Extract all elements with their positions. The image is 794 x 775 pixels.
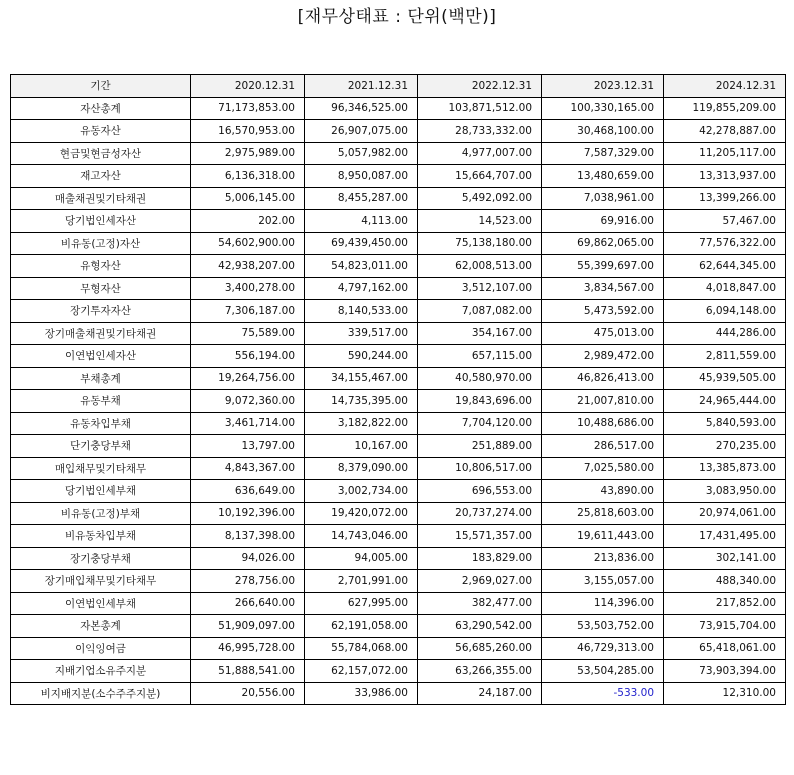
value-cell: 13,313,937.00 — [664, 165, 786, 188]
value-cell: 5,057,982.00 — [305, 142, 418, 165]
value-cell: 45,939,505.00 — [664, 367, 786, 390]
value-cell: 51,888,541.00 — [191, 660, 305, 683]
value-cell: 213,836.00 — [542, 547, 664, 570]
value-cell: 19,420,072.00 — [305, 502, 418, 525]
value-cell: 26,907,075.00 — [305, 120, 418, 143]
value-cell: 42,938,207.00 — [191, 255, 305, 278]
table-row — [11, 300, 786, 323]
value-cell: 657,115.00 — [418, 345, 542, 368]
year-header: 2023.12.31 — [542, 75, 664, 98]
table-row — [11, 457, 786, 480]
value-cell: 63,266,355.00 — [418, 660, 542, 683]
value-cell: 7,087,082.00 — [418, 300, 542, 323]
value-cell: 34,155,467.00 — [305, 367, 418, 390]
value-cell: 73,915,704.00 — [664, 615, 786, 638]
value-cell: 53,504,285.00 — [542, 660, 664, 683]
value-cell: 46,729,313.00 — [542, 637, 664, 660]
row-label: 지배기업소유주지분 — [11, 660, 191, 683]
value-cell: 354,167.00 — [418, 322, 542, 345]
table-row — [11, 615, 786, 638]
value-cell: 10,806,517.00 — [418, 457, 542, 480]
value-cell: 6,136,318.00 — [191, 165, 305, 188]
value-cell: 4,843,367.00 — [191, 457, 305, 480]
table-body — [11, 97, 786, 705]
table-row — [11, 120, 786, 143]
value-cell: 25,818,603.00 — [542, 502, 664, 525]
table-row — [11, 412, 786, 435]
value-cell: 19,264,756.00 — [191, 367, 305, 390]
value-cell: 94,026.00 — [191, 547, 305, 570]
value-cell: 5,840,593.00 — [664, 412, 786, 435]
table-row — [11, 525, 786, 548]
table-row — [11, 547, 786, 570]
value-cell: 55,784,068.00 — [305, 637, 418, 660]
value-cell: 4,977,007.00 — [418, 142, 542, 165]
value-cell: 75,589.00 — [191, 322, 305, 345]
value-cell: 475,013.00 — [542, 322, 664, 345]
value-cell: 13,797.00 — [191, 435, 305, 458]
row-label: 비유동차입부채 — [11, 525, 191, 548]
value-cell: 7,704,120.00 — [418, 412, 542, 435]
value-cell: 119,855,209.00 — [664, 97, 786, 120]
value-cell: 11,205,117.00 — [664, 142, 786, 165]
row-label: 당기법인세부채 — [11, 480, 191, 503]
value-cell: 96,346,525.00 — [305, 97, 418, 120]
value-cell: 636,649.00 — [191, 480, 305, 503]
value-cell: 55,399,697.00 — [542, 255, 664, 278]
row-label: 유동자산 — [11, 120, 191, 143]
table-row — [11, 187, 786, 210]
value-cell: 696,553.00 — [418, 480, 542, 503]
value-cell: 183,829.00 — [418, 547, 542, 570]
table-row — [11, 232, 786, 255]
value-cell: 278,756.00 — [191, 570, 305, 593]
value-cell: 15,664,707.00 — [418, 165, 542, 188]
value-cell: 3,155,057.00 — [542, 570, 664, 593]
value-cell: 10,488,686.00 — [542, 412, 664, 435]
value-cell: 16,570,953.00 — [191, 120, 305, 143]
value-cell: 28,733,332.00 — [418, 120, 542, 143]
year-header: 2020.12.31 — [191, 75, 305, 98]
value-cell: 6,094,148.00 — [664, 300, 786, 323]
value-cell: 13,399,266.00 — [664, 187, 786, 210]
value-cell: 5,473,592.00 — [542, 300, 664, 323]
value-cell: 3,461,714.00 — [191, 412, 305, 435]
table-row — [11, 277, 786, 300]
value-cell: 3,512,107.00 — [418, 277, 542, 300]
table-header-row — [11, 75, 786, 98]
value-cell: 3,083,950.00 — [664, 480, 786, 503]
value-cell: 266,640.00 — [191, 592, 305, 615]
value-cell: 69,439,450.00 — [305, 232, 418, 255]
table-row — [11, 345, 786, 368]
value-cell: 202.00 — [191, 210, 305, 233]
value-cell: 94,005.00 — [305, 547, 418, 570]
year-header: 2021.12.31 — [305, 75, 418, 98]
value-cell: 54,823,011.00 — [305, 255, 418, 278]
value-cell: 556,194.00 — [191, 345, 305, 368]
value-cell: 71,173,853.00 — [191, 97, 305, 120]
value-cell: 20,737,274.00 — [418, 502, 542, 525]
value-cell: 8,455,287.00 — [305, 187, 418, 210]
value-cell: 8,140,533.00 — [305, 300, 418, 323]
row-label: 장기충당부채 — [11, 547, 191, 570]
row-label: 매출채권및기타채권 — [11, 187, 191, 210]
table-row — [11, 390, 786, 413]
value-cell: 77,576,322.00 — [664, 232, 786, 255]
value-cell: 46,826,413.00 — [542, 367, 664, 390]
row-label: 비유동(고정)자산 — [11, 232, 191, 255]
value-cell: 46,995,728.00 — [191, 637, 305, 660]
value-cell: 62,008,513.00 — [418, 255, 542, 278]
value-cell: 2,975,989.00 — [191, 142, 305, 165]
value-cell: 339,517.00 — [305, 322, 418, 345]
value-cell: -533.00 — [542, 682, 664, 705]
row-label: 장기매출채권및기타채권 — [11, 322, 191, 345]
value-cell: 9,072,360.00 — [191, 390, 305, 413]
table-row — [11, 435, 786, 458]
table-row — [11, 97, 786, 120]
year-header: 2022.12.31 — [418, 75, 542, 98]
row-label: 장기매입채무및기타채무 — [11, 570, 191, 593]
value-cell: 286,517.00 — [542, 435, 664, 458]
table-row — [11, 367, 786, 390]
value-cell: 5,006,145.00 — [191, 187, 305, 210]
row-label: 자산총계 — [11, 97, 191, 120]
table-row — [11, 592, 786, 615]
value-cell: 57,467.00 — [664, 210, 786, 233]
value-cell: 7,306,187.00 — [191, 300, 305, 323]
value-cell: 40,580,970.00 — [418, 367, 542, 390]
value-cell: 217,852.00 — [664, 592, 786, 615]
value-cell: 4,018,847.00 — [664, 277, 786, 300]
value-cell: 51,909,097.00 — [191, 615, 305, 638]
row-label: 무형자산 — [11, 277, 191, 300]
value-cell: 8,379,090.00 — [305, 457, 418, 480]
value-cell: 14,523.00 — [418, 210, 542, 233]
value-cell: 444,286.00 — [664, 322, 786, 345]
value-cell: 62,644,345.00 — [664, 255, 786, 278]
value-cell: 270,235.00 — [664, 435, 786, 458]
row-label: 유형자산 — [11, 255, 191, 278]
value-cell: 53,503,752.00 — [542, 615, 664, 638]
row-label: 현금및현금성자산 — [11, 142, 191, 165]
row-label: 재고자산 — [11, 165, 191, 188]
value-cell: 69,916.00 — [542, 210, 664, 233]
value-cell: 24,965,444.00 — [664, 390, 786, 413]
balance-sheet-table — [10, 74, 786, 705]
value-cell: 3,400,278.00 — [191, 277, 305, 300]
value-cell: 63,290,542.00 — [418, 615, 542, 638]
table-row — [11, 322, 786, 345]
value-cell: 5,492,092.00 — [418, 187, 542, 210]
table-row — [11, 660, 786, 683]
value-cell: 8,137,398.00 — [191, 525, 305, 548]
value-cell: 2,989,472.00 — [542, 345, 664, 368]
value-cell: 24,187.00 — [418, 682, 542, 705]
value-cell: 73,903,394.00 — [664, 660, 786, 683]
value-cell: 3,834,567.00 — [542, 277, 664, 300]
value-cell: 69,862,065.00 — [542, 232, 664, 255]
value-cell: 65,418,061.00 — [664, 637, 786, 660]
table-row — [11, 682, 786, 705]
table-row — [11, 210, 786, 233]
value-cell: 43,890.00 — [542, 480, 664, 503]
row-label: 이연법인세부채 — [11, 592, 191, 615]
value-cell: 114,396.00 — [542, 592, 664, 615]
value-cell: 10,167.00 — [305, 435, 418, 458]
row-label: 장기투자자산 — [11, 300, 191, 323]
period-header: 기간 — [11, 75, 191, 98]
row-label: 단기충당부채 — [11, 435, 191, 458]
row-label: 부채총계 — [11, 367, 191, 390]
value-cell: 14,735,395.00 — [305, 390, 418, 413]
row-label: 유동차입부채 — [11, 412, 191, 435]
value-cell: 2,969,027.00 — [418, 570, 542, 593]
value-cell: 20,556.00 — [191, 682, 305, 705]
value-cell: 251,889.00 — [418, 435, 542, 458]
value-cell: 12,310.00 — [664, 682, 786, 705]
value-cell: 30,468,100.00 — [542, 120, 664, 143]
row-label: 비지배지분(소수주주지분) — [11, 682, 191, 705]
table-row — [11, 142, 786, 165]
row-label: 당기법인세자산 — [11, 210, 191, 233]
value-cell: 17,431,495.00 — [664, 525, 786, 548]
value-cell: 382,477.00 — [418, 592, 542, 615]
value-cell: 8,950,087.00 — [305, 165, 418, 188]
value-cell: 19,611,443.00 — [542, 525, 664, 548]
table-row — [11, 502, 786, 525]
row-label: 이연법인세자산 — [11, 345, 191, 368]
value-cell: 15,571,357.00 — [418, 525, 542, 548]
value-cell: 103,871,512.00 — [418, 97, 542, 120]
row-label: 매입채무및기타채무 — [11, 457, 191, 480]
value-cell: 7,038,961.00 — [542, 187, 664, 210]
row-label: 비유동(고정)부채 — [11, 502, 191, 525]
value-cell: 4,797,162.00 — [305, 277, 418, 300]
value-cell: 62,157,072.00 — [305, 660, 418, 683]
table-row — [11, 255, 786, 278]
value-cell: 4,113.00 — [305, 210, 418, 233]
value-cell: 3,002,734.00 — [305, 480, 418, 503]
value-cell: 21,007,810.00 — [542, 390, 664, 413]
row-label: 이익잉여금 — [11, 637, 191, 660]
row-label: 자본총계 — [11, 615, 191, 638]
row-label: 유동부채 — [11, 390, 191, 413]
value-cell: 13,480,659.00 — [542, 165, 664, 188]
value-cell: 75,138,180.00 — [418, 232, 542, 255]
value-cell: 488,340.00 — [664, 570, 786, 593]
value-cell: 33,986.00 — [305, 682, 418, 705]
value-cell: 7,025,580.00 — [542, 457, 664, 480]
year-header: 2024.12.31 — [664, 75, 786, 98]
value-cell: 42,278,887.00 — [664, 120, 786, 143]
value-cell: 54,602,900.00 — [191, 232, 305, 255]
value-cell: 2,811,559.00 — [664, 345, 786, 368]
value-cell: 302,141.00 — [664, 547, 786, 570]
value-cell: 10,192,396.00 — [191, 502, 305, 525]
table-row — [11, 570, 786, 593]
value-cell: 62,191,058.00 — [305, 615, 418, 638]
value-cell: 19,843,696.00 — [418, 390, 542, 413]
value-cell: 627,995.00 — [305, 592, 418, 615]
value-cell: 3,182,822.00 — [305, 412, 418, 435]
table-row — [11, 480, 786, 503]
value-cell: 590,244.00 — [305, 345, 418, 368]
value-cell: 13,385,873.00 — [664, 457, 786, 480]
table-row — [11, 637, 786, 660]
page-title: [재무상태표 : 단위(백만)] — [297, 7, 497, 27]
value-cell: 14,743,046.00 — [305, 525, 418, 548]
value-cell: 7,587,329.00 — [542, 142, 664, 165]
value-cell: 56,685,260.00 — [418, 637, 542, 660]
value-cell: 20,974,061.00 — [664, 502, 786, 525]
table-row — [11, 165, 786, 188]
value-cell: 100,330,165.00 — [542, 97, 664, 120]
value-cell: 2,701,991.00 — [305, 570, 418, 593]
